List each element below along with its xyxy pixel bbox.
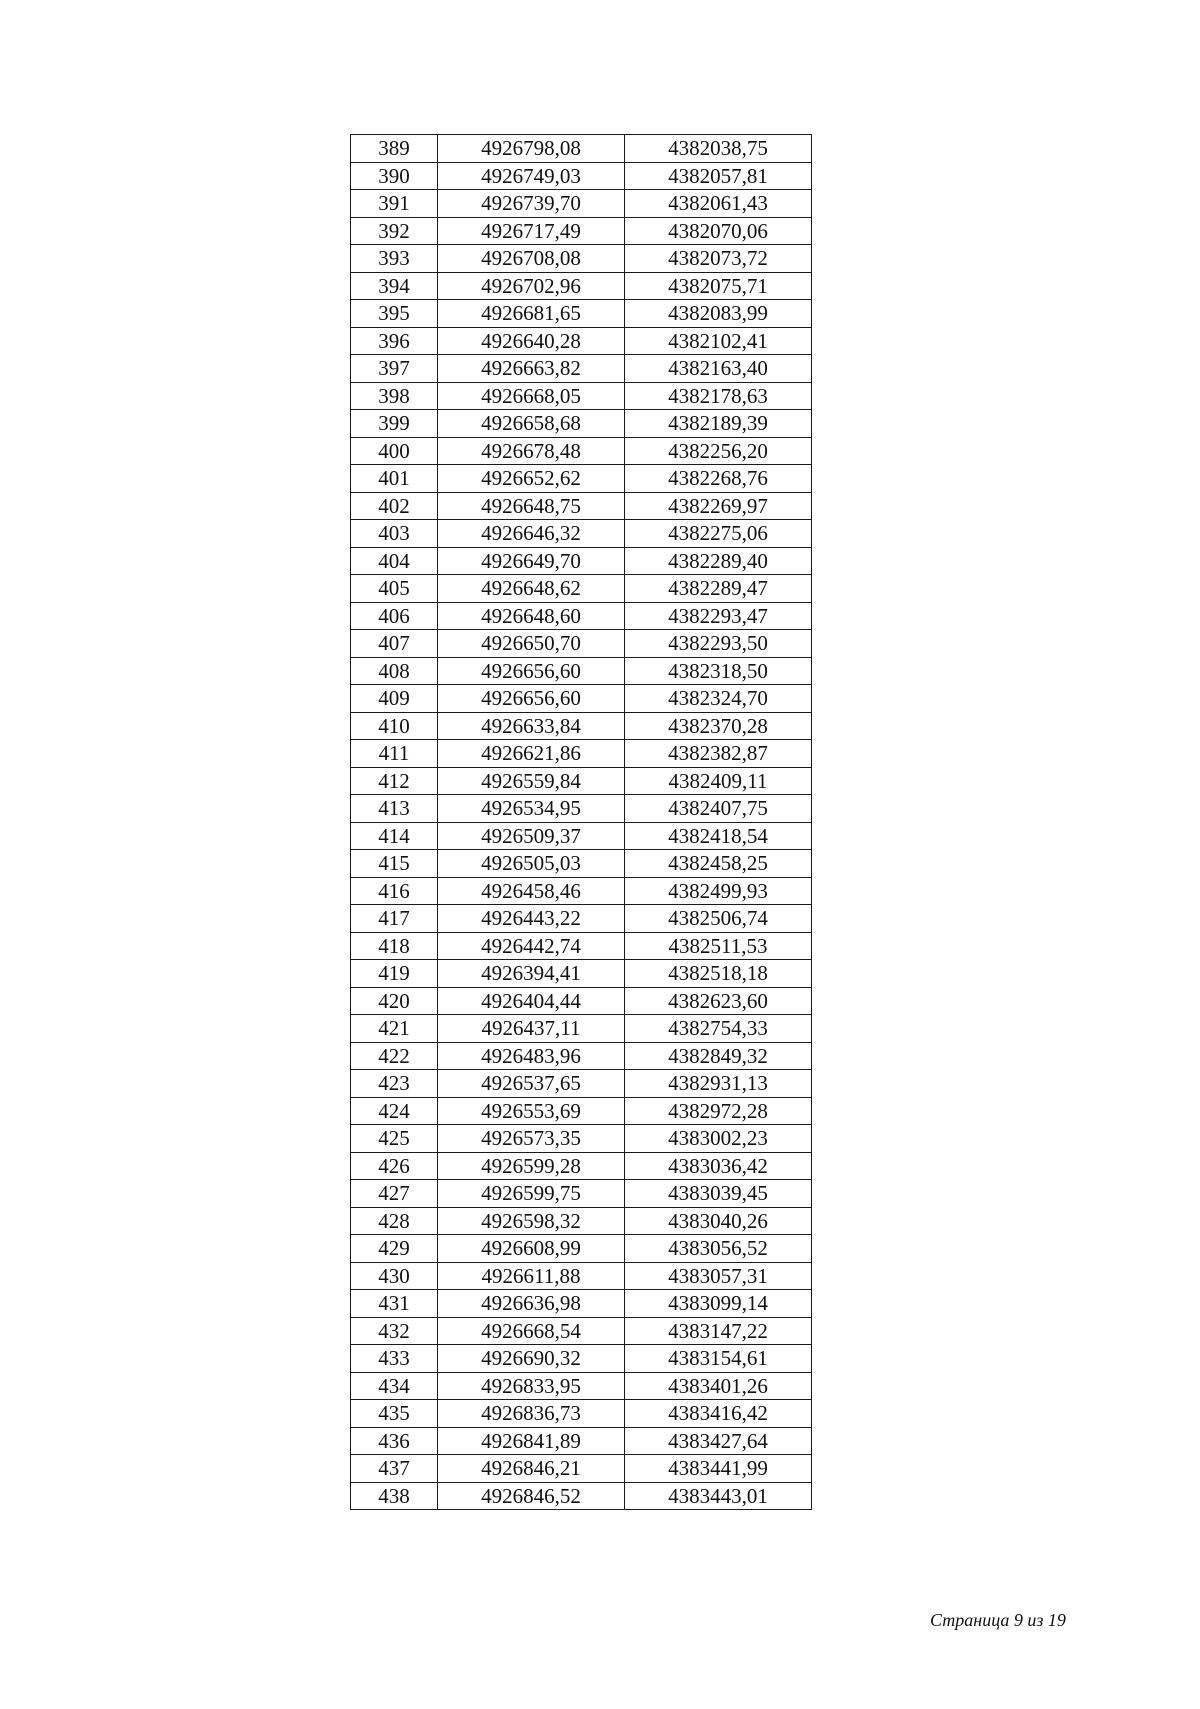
y-coordinate-cell: 4383056,52: [625, 1235, 812, 1263]
point-number-cell: 428: [351, 1207, 438, 1235]
y-coordinate-cell: 4382256,20: [625, 437, 812, 465]
table-row: [351, 767, 812, 795]
point-number-cell: 395: [351, 300, 438, 328]
y-coordinate-cell: 4382102,41: [625, 327, 812, 355]
x-coordinate-cell: 4926599,28: [438, 1152, 625, 1180]
y-coordinate-cell: 4383099,14: [625, 1290, 812, 1318]
x-coordinate-cell: 4926553,69: [438, 1097, 625, 1125]
y-coordinate-cell: 4383040,26: [625, 1207, 812, 1235]
x-coordinate-cell: 4926537,65: [438, 1070, 625, 1098]
x-coordinate-cell: 4926646,32: [438, 520, 625, 548]
point-number-cell: 438: [351, 1482, 438, 1510]
table-row: [351, 630, 812, 658]
y-coordinate-cell: 4382275,06: [625, 520, 812, 548]
point-number-cell: 437: [351, 1455, 438, 1483]
x-coordinate-cell: 4926668,05: [438, 382, 625, 410]
table-row: [351, 190, 812, 218]
y-coordinate-cell: 4383443,01: [625, 1482, 812, 1510]
x-coordinate-cell: 4926668,54: [438, 1317, 625, 1345]
table-row: [351, 1262, 812, 1290]
table-row: [351, 960, 812, 988]
table-row: [351, 1290, 812, 1318]
point-number-cell: 394: [351, 272, 438, 300]
y-coordinate-cell: 4383401,26: [625, 1372, 812, 1400]
table-row: [351, 1455, 812, 1483]
point-number-cell: 402: [351, 492, 438, 520]
table-row: [351, 1125, 812, 1153]
x-coordinate-cell: 4926846,21: [438, 1455, 625, 1483]
x-coordinate-cell: 4926678,48: [438, 437, 625, 465]
x-coordinate-cell: 4926505,03: [438, 850, 625, 878]
y-coordinate-cell: 4383416,42: [625, 1400, 812, 1428]
table-row: [351, 850, 812, 878]
table-row: [351, 1235, 812, 1263]
point-number-cell: 430: [351, 1262, 438, 1290]
point-number-cell: 427: [351, 1180, 438, 1208]
y-coordinate-cell: 4382623,60: [625, 987, 812, 1015]
table-row: [351, 740, 812, 768]
point-number-cell: 390: [351, 162, 438, 190]
point-number-cell: 404: [351, 547, 438, 575]
y-coordinate-cell: 4382083,99: [625, 300, 812, 328]
point-number-cell: 405: [351, 575, 438, 603]
x-coordinate-cell: 4926841,89: [438, 1427, 625, 1455]
point-number-cell: 426: [351, 1152, 438, 1180]
y-coordinate-cell: 4382418,54: [625, 822, 812, 850]
point-number-cell: 432: [351, 1317, 438, 1345]
table-row: [351, 987, 812, 1015]
table-row: [351, 712, 812, 740]
table-row: [351, 602, 812, 630]
table-row: [351, 217, 812, 245]
y-coordinate-cell: 4382075,71: [625, 272, 812, 300]
x-coordinate-cell: 4926749,03: [438, 162, 625, 190]
x-coordinate-cell: 4926442,74: [438, 932, 625, 960]
table-row: [351, 1207, 812, 1235]
point-number-cell: 408: [351, 657, 438, 685]
table-row: [351, 1427, 812, 1455]
table-row: [351, 382, 812, 410]
table-row: [351, 1317, 812, 1345]
page-number: Страница 9 из 19: [930, 1610, 1066, 1630]
point-number-cell: 422: [351, 1042, 438, 1070]
x-coordinate-cell: 4926658,68: [438, 410, 625, 438]
table-row: [351, 1097, 812, 1125]
y-coordinate-cell: 4383002,23: [625, 1125, 812, 1153]
coordinates-table-body: [351, 135, 812, 1510]
x-coordinate-cell: 4926649,70: [438, 547, 625, 575]
x-coordinate-cell: 4926798,08: [438, 135, 625, 163]
point-number-cell: 403: [351, 520, 438, 548]
x-coordinate-cell: 4926690,32: [438, 1345, 625, 1373]
y-coordinate-cell: 4383147,22: [625, 1317, 812, 1345]
y-coordinate-cell: 4383441,99: [625, 1455, 812, 1483]
x-coordinate-cell: 4926650,70: [438, 630, 625, 658]
x-coordinate-cell: 4926652,62: [438, 465, 625, 493]
y-coordinate-cell: 4383154,61: [625, 1345, 812, 1373]
x-coordinate-cell: 4926599,75: [438, 1180, 625, 1208]
x-coordinate-cell: 4926836,73: [438, 1400, 625, 1428]
table-row: [351, 437, 812, 465]
point-number-cell: 389: [351, 135, 438, 163]
y-coordinate-cell: 4382061,43: [625, 190, 812, 218]
y-coordinate-cell: 4383036,42: [625, 1152, 812, 1180]
y-coordinate-cell: 4382163,40: [625, 355, 812, 383]
x-coordinate-cell: 4926656,60: [438, 657, 625, 685]
x-coordinate-cell: 4926573,35: [438, 1125, 625, 1153]
y-coordinate-cell: 4382931,13: [625, 1070, 812, 1098]
table-row: [351, 795, 812, 823]
table-row: [351, 932, 812, 960]
y-coordinate-cell: 4382070,06: [625, 217, 812, 245]
table-row: [351, 657, 812, 685]
point-number-cell: 396: [351, 327, 438, 355]
x-coordinate-cell: 4926708,08: [438, 245, 625, 273]
y-coordinate-cell: 4383057,31: [625, 1262, 812, 1290]
point-number-cell: 412: [351, 767, 438, 795]
x-coordinate-cell: 4926404,44: [438, 987, 625, 1015]
point-number-cell: 399: [351, 410, 438, 438]
point-number-cell: 425: [351, 1125, 438, 1153]
x-coordinate-cell: 4926681,65: [438, 300, 625, 328]
x-coordinate-cell: 4926633,84: [438, 712, 625, 740]
table-row: [351, 1152, 812, 1180]
y-coordinate-cell: 4382849,32: [625, 1042, 812, 1070]
x-coordinate-cell: 4926663,82: [438, 355, 625, 383]
table-row: [351, 1400, 812, 1428]
point-number-cell: 431: [351, 1290, 438, 1318]
y-coordinate-cell: 4382324,70: [625, 685, 812, 713]
table-row: [351, 1180, 812, 1208]
x-coordinate-cell: 4926717,49: [438, 217, 625, 245]
point-number-cell: 420: [351, 987, 438, 1015]
point-number-cell: 401: [351, 465, 438, 493]
y-coordinate-cell: 4382458,25: [625, 850, 812, 878]
point-number-cell: 421: [351, 1015, 438, 1043]
table-row: [351, 685, 812, 713]
x-coordinate-cell: 4926648,60: [438, 602, 625, 630]
table-row: [351, 1042, 812, 1070]
table-row: [351, 162, 812, 190]
x-coordinate-cell: 4926443,22: [438, 905, 625, 933]
y-coordinate-cell: 4382057,81: [625, 162, 812, 190]
table-row: [351, 245, 812, 273]
point-number-cell: 393: [351, 245, 438, 273]
y-coordinate-cell: 4382382,87: [625, 740, 812, 768]
point-number-cell: 398: [351, 382, 438, 410]
table-row: [351, 410, 812, 438]
y-coordinate-cell: 4382293,50: [625, 630, 812, 658]
point-number-cell: 416: [351, 877, 438, 905]
table-row: [351, 465, 812, 493]
x-coordinate-cell: 4926437,11: [438, 1015, 625, 1043]
x-coordinate-cell: 4926608,99: [438, 1235, 625, 1263]
point-number-cell: 391: [351, 190, 438, 218]
y-coordinate-cell: 4382754,33: [625, 1015, 812, 1043]
x-coordinate-cell: 4926394,41: [438, 960, 625, 988]
x-coordinate-cell: 4926739,70: [438, 190, 625, 218]
point-number-cell: 417: [351, 905, 438, 933]
point-number-cell: 418: [351, 932, 438, 960]
x-coordinate-cell: 4926559,84: [438, 767, 625, 795]
table-row: [351, 1015, 812, 1043]
table-row: [351, 1345, 812, 1373]
table-row: [351, 1482, 812, 1510]
y-coordinate-cell: 4382409,11: [625, 767, 812, 795]
x-coordinate-cell: 4926458,46: [438, 877, 625, 905]
point-number-cell: 406: [351, 602, 438, 630]
x-coordinate-cell: 4926656,60: [438, 685, 625, 713]
table-row: [351, 272, 812, 300]
x-coordinate-cell: 4926621,86: [438, 740, 625, 768]
table-row: [351, 575, 812, 603]
y-coordinate-cell: 4382178,63: [625, 382, 812, 410]
x-coordinate-cell: 4926702,96: [438, 272, 625, 300]
point-number-cell: 413: [351, 795, 438, 823]
x-coordinate-cell: 4926846,52: [438, 1482, 625, 1510]
y-coordinate-cell: 4382972,28: [625, 1097, 812, 1125]
y-coordinate-cell: 4382506,74: [625, 905, 812, 933]
point-number-cell: 407: [351, 630, 438, 658]
point-number-cell: 434: [351, 1372, 438, 1400]
y-coordinate-cell: 4382318,50: [625, 657, 812, 685]
point-number-cell: 415: [351, 850, 438, 878]
point-number-cell: 411: [351, 740, 438, 768]
x-coordinate-cell: 4926648,62: [438, 575, 625, 603]
x-coordinate-cell: 4926534,95: [438, 795, 625, 823]
y-coordinate-cell: 4382268,76: [625, 465, 812, 493]
y-coordinate-cell: 4382511,53: [625, 932, 812, 960]
point-number-cell: 410: [351, 712, 438, 740]
table-row: [351, 1372, 812, 1400]
point-number-cell: 429: [351, 1235, 438, 1263]
table-row: [351, 547, 812, 575]
y-coordinate-cell: 4382038,75: [625, 135, 812, 163]
table-row: [351, 1070, 812, 1098]
x-coordinate-cell: 4926611,88: [438, 1262, 625, 1290]
y-coordinate-cell: 4382407,75: [625, 795, 812, 823]
y-coordinate-cell: 4383427,64: [625, 1427, 812, 1455]
point-number-cell: 424: [351, 1097, 438, 1125]
point-number-cell: 435: [351, 1400, 438, 1428]
y-coordinate-cell: 4382289,47: [625, 575, 812, 603]
table-row: [351, 135, 812, 163]
y-coordinate-cell: 4382370,28: [625, 712, 812, 740]
y-coordinate-cell: 4382289,40: [625, 547, 812, 575]
x-coordinate-cell: 4926636,98: [438, 1290, 625, 1318]
table-row: [351, 520, 812, 548]
table-row: [351, 905, 812, 933]
x-coordinate-cell: 4926483,96: [438, 1042, 625, 1070]
point-number-cell: 433: [351, 1345, 438, 1373]
y-coordinate-cell: 4382189,39: [625, 410, 812, 438]
table-row: [351, 822, 812, 850]
table-row: [351, 300, 812, 328]
table-row: [351, 492, 812, 520]
y-coordinate-cell: 4382073,72: [625, 245, 812, 273]
x-coordinate-cell: 4926833,95: [438, 1372, 625, 1400]
x-coordinate-cell: 4926640,28: [438, 327, 625, 355]
point-number-cell: 397: [351, 355, 438, 383]
y-coordinate-cell: 4382269,97: [625, 492, 812, 520]
point-number-cell: 436: [351, 1427, 438, 1455]
table-row: [351, 877, 812, 905]
x-coordinate-cell: 4926509,37: [438, 822, 625, 850]
y-coordinate-cell: 4383039,45: [625, 1180, 812, 1208]
x-coordinate-cell: 4926598,32: [438, 1207, 625, 1235]
point-number-cell: 392: [351, 217, 438, 245]
coordinates-table: [350, 134, 812, 1510]
point-number-cell: 419: [351, 960, 438, 988]
point-number-cell: 400: [351, 437, 438, 465]
y-coordinate-cell: 4382499,93: [625, 877, 812, 905]
point-number-cell: 414: [351, 822, 438, 850]
y-coordinate-cell: 4382518,18: [625, 960, 812, 988]
point-number-cell: 409: [351, 685, 438, 713]
y-coordinate-cell: 4382293,47: [625, 602, 812, 630]
table-row: [351, 355, 812, 383]
x-coordinate-cell: 4926648,75: [438, 492, 625, 520]
table-row: [351, 327, 812, 355]
point-number-cell: 423: [351, 1070, 438, 1098]
